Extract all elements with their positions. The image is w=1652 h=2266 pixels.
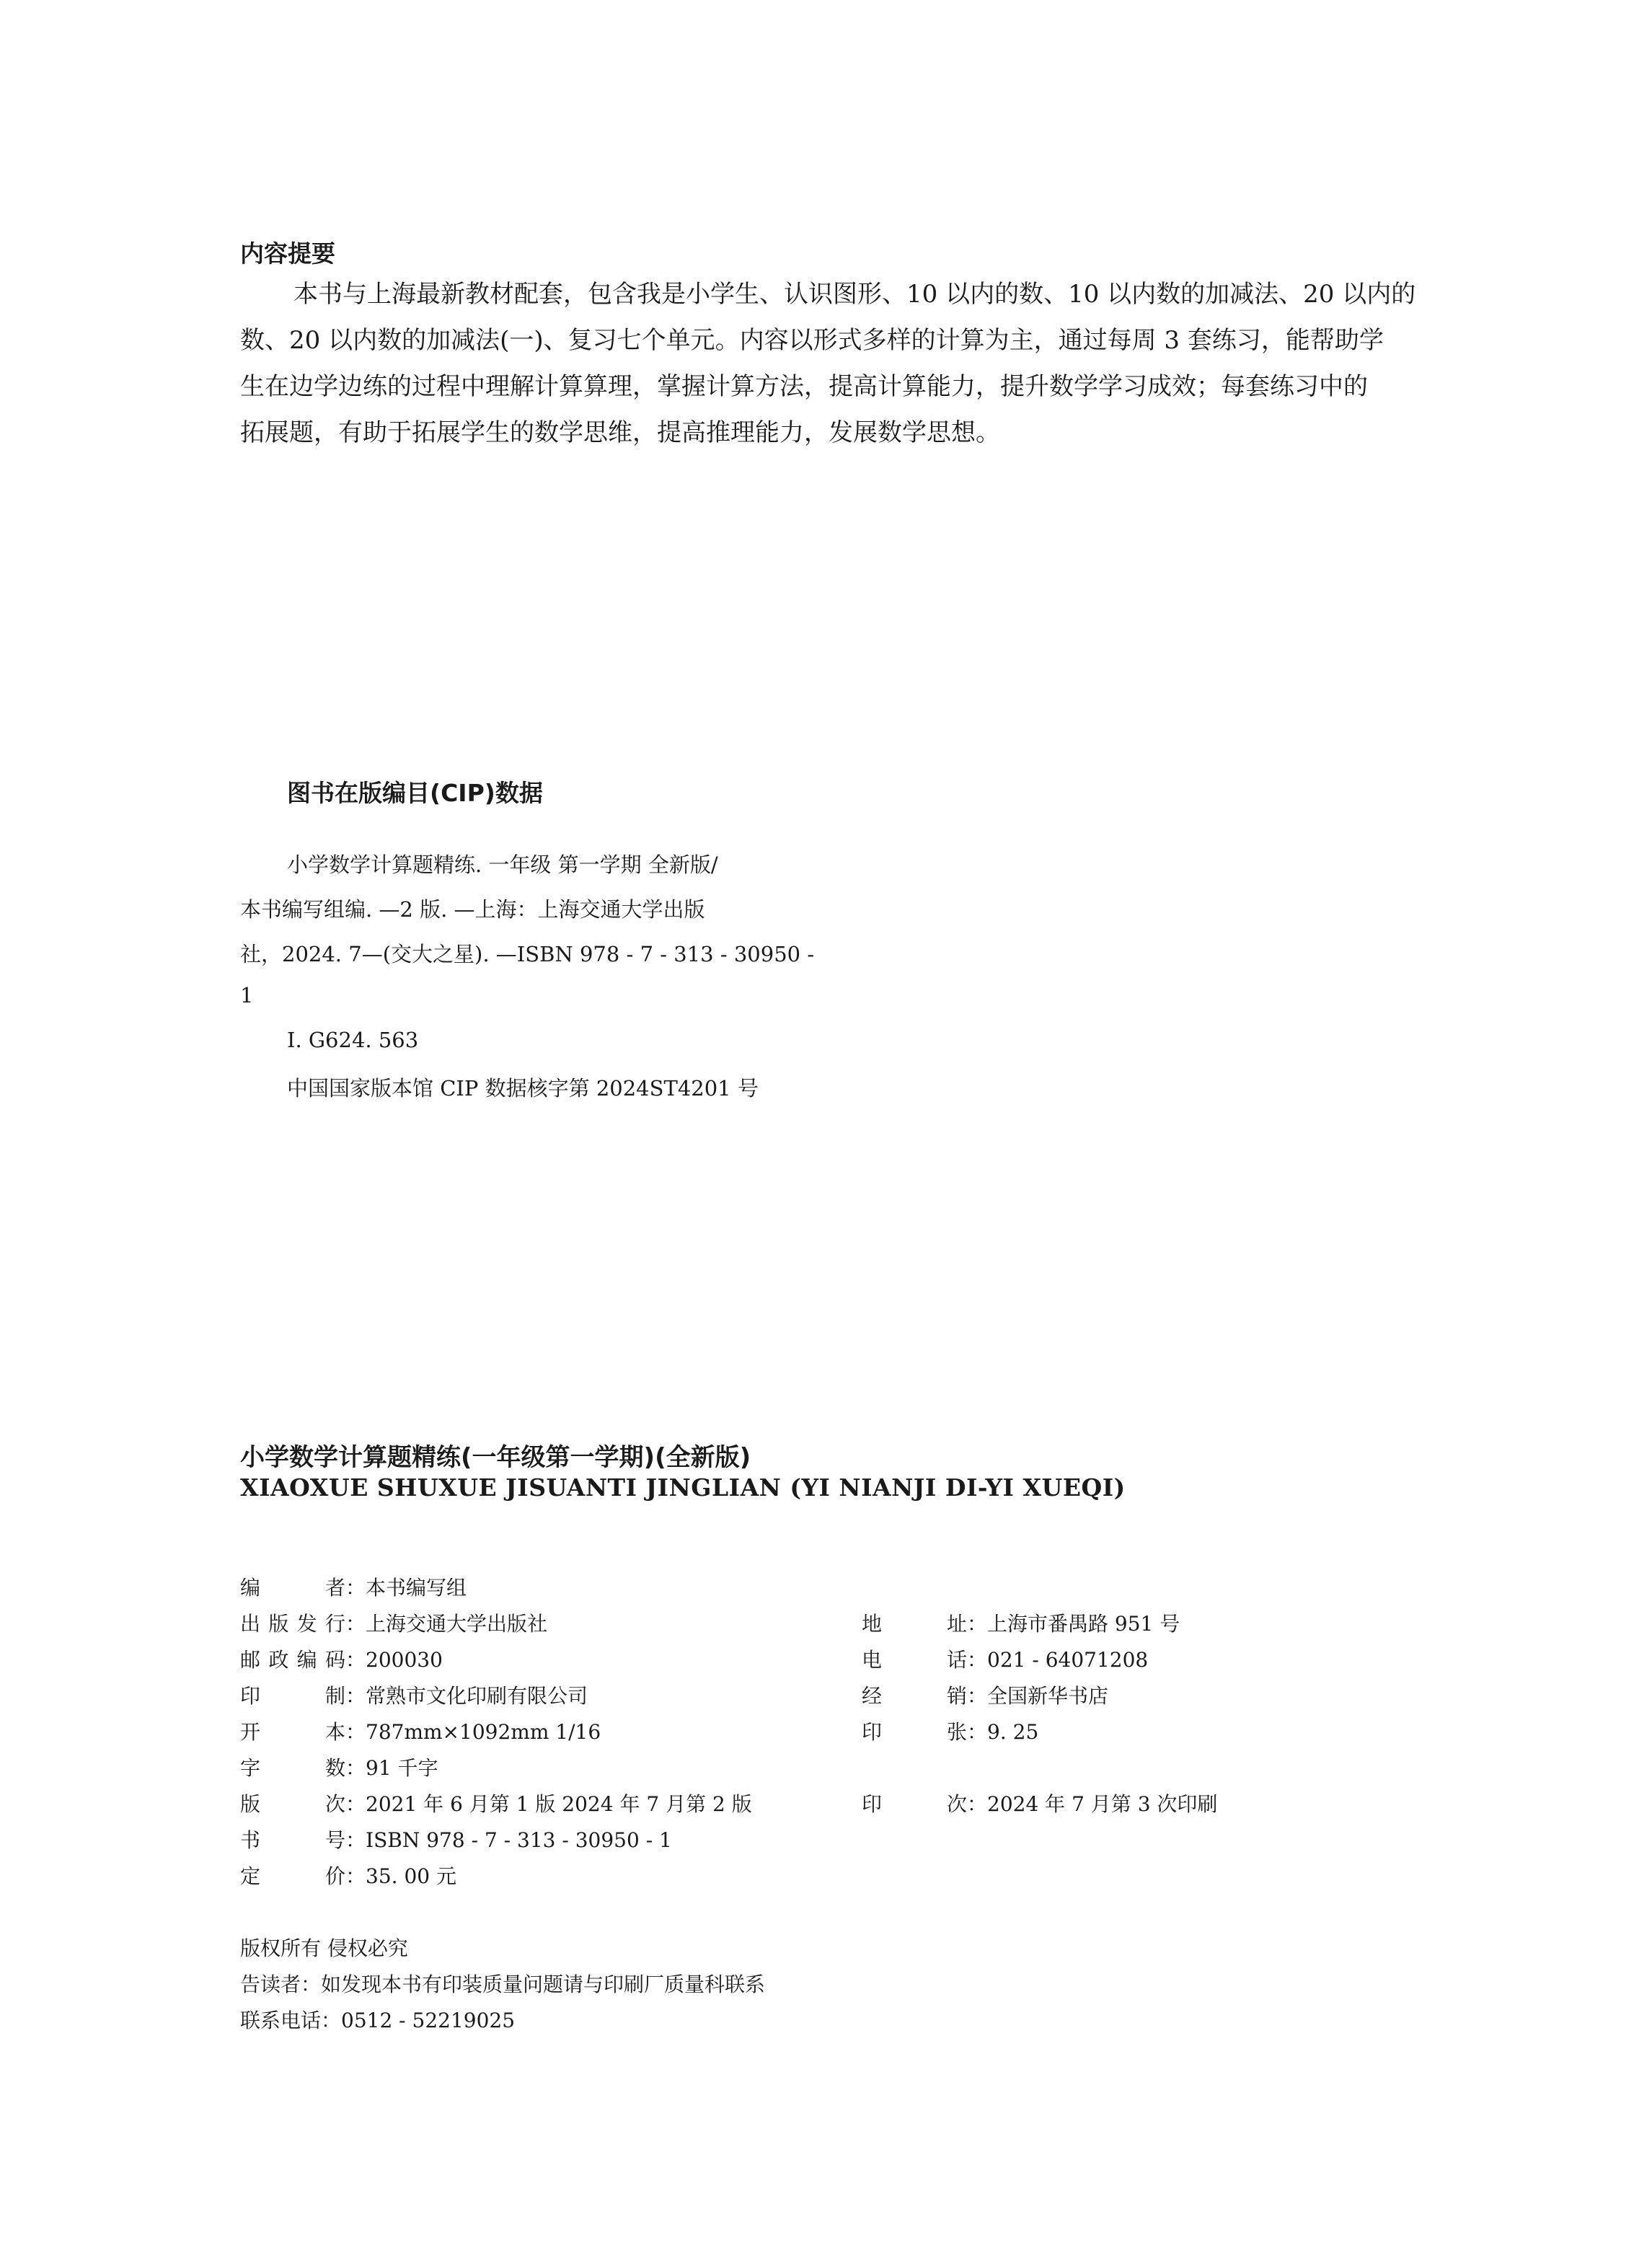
summary-line-3: 生在边学边练的过程中理解计算算理，掌握计算方法，提高计算能力，提升数学学习成效；每套练习中的	[240, 372, 1368, 401]
cip-line-1: 小学数学计算题精练. 一年级 第一学期 全新版/	[287, 852, 718, 877]
contact-phone: 联系电话：0512 - 52219025	[240, 2009, 516, 2032]
info-left-separator: ：	[345, 1792, 366, 1816]
info-right-value: 9. 25	[987, 1720, 1039, 1744]
info-right-label: 印次	[862, 1792, 967, 1816]
info-left-label: 书号	[240, 1828, 345, 1852]
info-left-label: 编者	[240, 1576, 345, 1600]
info-left-separator: ：	[345, 1864, 366, 1888]
summary-line-4: 拓展题，有助于拓展学生的数学思维，提高推理能力，发展数学思想。	[240, 418, 1000, 447]
info-left-separator: ：	[345, 1684, 366, 1708]
cip-line-4: 1	[240, 983, 254, 1008]
info-right-value: 2024 年 7 月第 3 次印刷	[987, 1792, 1218, 1816]
info-left-label: 版次	[240, 1792, 345, 1816]
info-right-separator: ：	[967, 1792, 988, 1816]
info-right-row	[862, 1789, 1217, 1817]
cip-classification: Ⅰ. G624. 563	[287, 1028, 419, 1052]
info-left-value: 787mm×1092mm 1/16	[366, 1720, 601, 1744]
info-right-separator: ：	[967, 1720, 988, 1744]
info-right-label: 经销	[862, 1684, 967, 1708]
info-left-value: 上海交通大学出版社	[366, 1612, 548, 1636]
reader-notice: 告读者：如发现本书有印装质量问题请与印刷厂质量科联系	[240, 1972, 766, 1996]
info-left-value: ISBN 978 - 7 - 313 - 30950 - 1	[366, 1828, 672, 1852]
cip-number: 中国国家版本馆 CIP 数据核字第 2024ST4201 号	[287, 1076, 759, 1101]
info-right-value: 全国新华书店	[987, 1684, 1109, 1708]
summary-line-1: 本书与上海最新教材配套，包含我是小学生、认识图形、10 以内的数、10 以内数的加减法、20 以内的	[293, 280, 1416, 309]
info-left-row	[240, 1716, 601, 1745]
info-left-row	[240, 1753, 438, 1781]
info-left-separator: ：	[345, 1720, 366, 1744]
info-left-row	[240, 1644, 443, 1673]
info-left-row	[240, 1680, 588, 1709]
info-right-separator: ：	[967, 1648, 988, 1672]
info-left-row	[240, 1861, 456, 1890]
info-left-row	[240, 1608, 547, 1637]
info-right-label: 电话	[862, 1648, 967, 1672]
info-left-row	[240, 1825, 672, 1853]
summary-heading: 内容提要	[240, 239, 335, 268]
info-left-label: 邮政编码	[240, 1648, 345, 1672]
info-left-value: 2021 年 6 月第 1 版 2024 年 7 月第 2 版	[366, 1792, 752, 1816]
info-left-value: 35. 00 元	[366, 1864, 456, 1888]
info-right-value: 021 - 64071208	[987, 1648, 1149, 1672]
copyright-notice: 版权所有 侵权必究	[240, 1936, 408, 1960]
info-right-row	[862, 1716, 1038, 1745]
info-right-row	[862, 1608, 1180, 1637]
cip-line-3: 社，2024. 7—(交大之星). —ISBN 978 - 7 - 313 - 30950 -	[240, 942, 815, 966]
info-right-row	[862, 1644, 1148, 1673]
info-left-separator: ：	[345, 1648, 366, 1672]
info-right-label: 印张	[862, 1720, 967, 1744]
info-right-separator: ：	[967, 1612, 988, 1636]
book-title-pinyin: XIAOXUE SHUXUE JISUANTI JINGLIAN (YI NIANJI DI-YI XUEQI)	[240, 1473, 1126, 1502]
summary-line-2: 数、20 以内数的加减法(一)、复习七个单元。内容以形式多样的计算为主，通过每周 3 套练习，能帮助学	[240, 326, 1384, 355]
info-left-value: 200030	[366, 1648, 443, 1672]
info-left-separator: ：	[345, 1756, 366, 1780]
info-left-row	[240, 1789, 752, 1817]
cip-heading: 图书在版编目(CIP)数据	[287, 779, 543, 807]
info-left-separator: ：	[345, 1828, 366, 1852]
info-left-separator: ：	[345, 1612, 366, 1636]
info-right-value: 上海市番禺路 951 号	[987, 1612, 1180, 1636]
info-left-row	[240, 1572, 467, 1601]
info-right-separator: ：	[967, 1684, 988, 1708]
summary-paragraph	[240, 271, 1457, 456]
info-left-value: 常熟市文化印刷有限公司	[366, 1684, 588, 1708]
info-left-label: 开本	[240, 1720, 345, 1744]
info-right-row	[862, 1680, 1108, 1709]
info-left-label: 印制	[240, 1684, 345, 1708]
info-left-value: 本书编写组	[366, 1576, 467, 1600]
info-left-value: 91 千字	[366, 1756, 438, 1780]
info-left-label: 定价	[240, 1864, 345, 1888]
info-left-separator: ：	[345, 1576, 366, 1600]
info-left-label: 出版发行	[240, 1612, 345, 1636]
info-left-label: 字数	[240, 1756, 345, 1780]
cip-line-2: 本书编写组编. —2 版. —上海：上海交通大学出版	[240, 897, 705, 922]
info-right-label: 地址	[862, 1612, 967, 1636]
book-title-chinese: 小学数学计算题精练(一年级第一学期)(全新版)	[240, 1443, 751, 1472]
